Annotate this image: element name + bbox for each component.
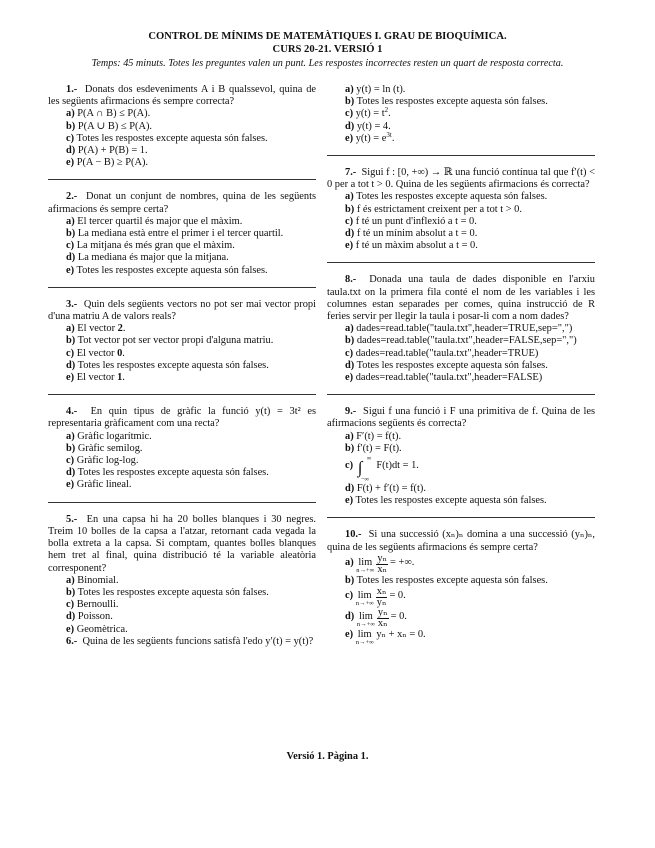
option-letter: a): [345, 84, 354, 95]
question-prompt: En quin tipus de gràfic la funció y(t) = 3t² es representaria gràficament com una recta?: [48, 406, 316, 430]
option-text: Binomial.: [77, 574, 119, 586]
answer-option: [48, 575, 316, 587]
option-letter: d): [66, 145, 76, 157]
option-letter: b): [66, 120, 76, 132]
option-text: = +∞.: [390, 556, 415, 568]
option-letter: e): [66, 623, 75, 635]
question-divider: [48, 394, 316, 395]
limit-subscript: n→+∞: [356, 621, 375, 629]
question-divider: [48, 287, 316, 288]
limit-word: lim: [357, 629, 372, 641]
option-letter: a): [345, 323, 354, 335]
option-letter: e): [345, 132, 354, 144]
option-letter: b): [66, 335, 76, 347]
limit-subscript: n→+∞: [355, 600, 374, 608]
answer-option: [48, 348, 316, 360]
question-number: 6.-: [66, 635, 78, 647]
denominator: yₙ: [376, 597, 387, 609]
option-text: El vector: [77, 323, 118, 335]
option-text: Totes les respostes excepte aquesta són falses.: [356, 191, 548, 203]
option-letter: a): [66, 108, 75, 120]
answer-option: [48, 145, 316, 157]
question-2: [48, 191, 316, 276]
option-text: = 0.: [390, 611, 407, 623]
answer-option: [48, 360, 316, 372]
superscript: 2: [384, 106, 389, 115]
question-divider: [327, 155, 595, 156]
option-letter: c): [66, 347, 75, 359]
answer-option: [48, 265, 316, 277]
option-text: Bernoulli.: [76, 599, 119, 611]
option-text: .: [122, 323, 126, 335]
option-text: El tercer quartil és major que el màxim.: [77, 215, 243, 227]
option-text: f té un mínim absolut a t = 0.: [356, 228, 478, 240]
question-number: 5.-: [66, 513, 78, 525]
option-letter: e): [66, 479, 75, 491]
answer-option: [48, 587, 316, 599]
answer-option: [48, 372, 316, 384]
answer-option: [327, 608, 595, 629]
option-text: P(A) + P(B) = 1.: [77, 145, 148, 157]
option-letter: c): [345, 460, 354, 472]
answer-option: [48, 323, 316, 335]
question-divider: [327, 517, 595, 518]
answer-option: [327, 554, 595, 575]
answer-option: [48, 431, 316, 443]
answer-option: [327, 360, 595, 372]
option-text: Totes les respostes excepte aquesta són falses.: [77, 467, 269, 479]
answer-option: [327, 216, 595, 228]
answer-option: [327, 575, 595, 587]
option-text: .: [388, 108, 391, 120]
option-letter: a): [66, 430, 75, 442]
option-letter: d): [345, 611, 355, 623]
limit-word: lim: [358, 611, 373, 623]
question-text: [48, 514, 316, 575]
option-letter: e): [66, 157, 75, 169]
limit-word: lim: [357, 590, 372, 602]
answer-option: [327, 323, 595, 335]
option-text: Poisson.: [77, 611, 113, 623]
question-1: [48, 84, 316, 169]
option-letter: a): [345, 556, 354, 568]
option-text: f′(t) = F(t).: [356, 442, 402, 454]
question-text: [327, 529, 595, 553]
answer-option: [327, 204, 595, 216]
option-text: Gràfic log-log.: [76, 455, 139, 467]
option-letter: c): [66, 240, 75, 252]
option-letter: d): [345, 483, 355, 495]
answer-option: [327, 108, 595, 120]
option-letter: b): [345, 442, 355, 454]
option-letter: c): [345, 108, 354, 120]
answer-option: [327, 130, 595, 145]
option-letter: e): [345, 372, 354, 384]
option-text: El vector: [76, 347, 118, 359]
question-number: 2.-: [66, 191, 78, 203]
fraction: [376, 587, 388, 608]
option-text: Totes les respostes excepte aquesta són falses.: [355, 495, 547, 507]
option-letter: b): [66, 442, 76, 454]
question-divider: [327, 262, 595, 263]
answer-option: [48, 228, 316, 240]
question-4: [48, 406, 316, 491]
option-text: .: [122, 347, 125, 359]
question-prompt: Donats dos esdeveniments A i B qualssevol, quina de les següents afirmacions és sempre correcta?: [48, 84, 316, 108]
question-divider: [327, 394, 595, 395]
option-text: = 0.: [389, 590, 406, 602]
option-letter: c): [345, 347, 354, 359]
option-text: dades=read.table("taula.txt",header=FALSE,sep=","): [356, 335, 577, 347]
option-letter: d): [66, 252, 76, 264]
limit-subscript: n→+∞: [355, 639, 374, 647]
option-bold: 2: [117, 323, 123, 335]
answer-option: [327, 240, 595, 252]
page-footer: Versió 1. Pàgina 1.: [286, 751, 369, 762]
denominator: xₙ: [377, 618, 388, 630]
option-letter: a): [66, 574, 75, 586]
right-column: [327, 84, 595, 646]
limit: [356, 558, 374, 574]
fraction: [376, 554, 388, 575]
answer-option: [327, 587, 595, 608]
question-number: 3.-: [66, 298, 78, 310]
answer-option: [48, 467, 316, 479]
answer-option: [48, 121, 316, 133]
answer-option: [48, 479, 316, 491]
option-text: El vector: [76, 372, 118, 384]
answer-option: [327, 483, 595, 495]
numerator: yₙ: [377, 607, 388, 619]
option-letter: e): [66, 264, 75, 276]
option-letter: b): [345, 574, 355, 586]
question-prompt: En una capsa hi ha 20 bolles blanques i 30 negres. Treim 10 bolles de la capsa a l'atzar, retornant cada vegada la bolla extreta a la capsa. Si comptam, quantes bolles blanques hem tret al final, quina distribució té la variable aleatòria corresponent?: [48, 513, 317, 574]
question-number: 1.-: [66, 84, 78, 95]
answer-option: [48, 157, 316, 169]
option-text: La mediana està entre el primer i el tercer quartil.: [77, 228, 284, 240]
question-text: [48, 406, 316, 430]
option-letter: d): [66, 611, 76, 623]
option-text: F(t)dt = 1.: [376, 460, 419, 472]
limit-word: lim: [358, 556, 373, 568]
option-bold: 0: [117, 347, 123, 359]
limit: [356, 630, 374, 646]
option-text: Totes les respostes excepte aquesta són falses.: [356, 359, 548, 371]
option-text: y(t) = t: [355, 108, 385, 120]
numerator: xₙ: [376, 586, 387, 598]
option-text: .: [122, 372, 125, 384]
answer-option: [48, 240, 316, 252]
option-text: Totes les respostes excepte aquesta són falses.: [356, 574, 548, 586]
question-6: [48, 636, 316, 648]
option-letter: b): [66, 228, 76, 240]
limit: [356, 591, 374, 607]
option-text: Gràfic lineal.: [76, 479, 132, 491]
answer-option: [48, 599, 316, 611]
option-text: Totes les respostes excepte aquesta són falses.: [356, 96, 548, 108]
option-letter: a): [345, 430, 354, 442]
answer-option: [48, 252, 316, 264]
question-number: 7.-: [345, 167, 357, 179]
answer-option: [327, 121, 595, 133]
option-text: F(t) + f′(t) = f(t).: [356, 483, 426, 495]
integral: [357, 455, 372, 484]
answer-option: [48, 108, 316, 120]
exam-subtitle: CURS 20-21. VERSIÓ 1: [272, 44, 383, 55]
question-number: 10.-: [345, 529, 362, 541]
answer-option: [48, 611, 316, 623]
question-prompt: Quin dels següents vectors no pot ser mai vector propi d'una matriu A de valors reals?: [48, 298, 316, 323]
exam-instructions: Temps: 45 minuts. Totes les preguntes valen un punt. Les respostes incorrectes resten un quart de resposta correcta.: [91, 58, 564, 69]
option-text: dades=read.table("taula.txt",header=TRUE): [355, 347, 539, 359]
option-text: y(t) = ln (t).: [356, 84, 406, 95]
question-text: [48, 84, 316, 108]
option-text: La mitjana és més gran que el màxim.: [76, 240, 235, 252]
numerator: yₙ: [377, 552, 388, 564]
question-3: [48, 299, 316, 384]
limit: [357, 612, 375, 628]
option-text: Totes les respostes excepte aquesta són falses.: [77, 359, 269, 371]
question-prompt: Sigui f una funció i F una primitiva de f. Quina de les afirmacions següents és correcta?: [327, 406, 595, 430]
answer-option: [327, 348, 595, 360]
option-letter: c): [345, 590, 354, 602]
option-letter: e): [345, 240, 354, 252]
answer-option: [327, 84, 595, 96]
option-text: f té un punt d'inflexió a t = 0.: [355, 215, 477, 227]
left-column: [48, 84, 316, 648]
option-bold: 1: [117, 372, 123, 384]
option-text: .: [391, 132, 395, 144]
question-prompt: Si una successió (xₙ)ₙ domina a una successió (yₙ)ₙ, quina de les següents afirmacions és sempre certa?: [327, 529, 596, 553]
option-letter: c): [66, 455, 75, 467]
option-text: yₙ + xₙ = 0.: [373, 629, 426, 641]
option-letter: d): [345, 228, 355, 240]
option-text: Gràfic semilog.: [77, 442, 143, 454]
option-letter: c): [66, 132, 75, 144]
option-text: dades=read.table("taula.txt",header=TRUE,sep=","): [356, 323, 573, 335]
question-number: 8.-: [345, 274, 357, 286]
question-text: [48, 191, 316, 215]
exam-title: CONTROL DE MÍNIMS DE MATEMÀTIQUES I. GRAU DE BIOQUÍMICA.: [148, 31, 507, 42]
option-letter: e): [345, 629, 354, 641]
option-text: dades=read.table("taula.txt",header=FALSE): [355, 372, 543, 384]
limit-subscript: n→+∞: [356, 566, 375, 574]
answer-option: [327, 495, 595, 507]
question-text: [327, 274, 595, 323]
question-5: [48, 514, 316, 636]
question-7: [327, 167, 595, 252]
question-prompt: Quina de les següents funcions satisfà l'edo y′(t) = y(t)?: [82, 635, 314, 647]
lower-limit: −∞: [360, 476, 369, 484]
option-text: P(A ∩ B) ≤ P(A).: [77, 108, 151, 120]
answer-option: [327, 431, 595, 443]
question-10: [327, 529, 595, 646]
answer-option: [327, 629, 595, 646]
question-text: [327, 167, 595, 191]
question-number: 4.-: [66, 406, 78, 418]
answer-option: [327, 455, 595, 483]
option-letter: b): [345, 335, 355, 347]
option-letter: d): [66, 359, 76, 371]
answer-option: [48, 455, 316, 467]
integral-sign: ∫: [357, 458, 363, 478]
question-divider: [48, 179, 316, 180]
answer-option: [327, 191, 595, 203]
option-text: y(t) = 4.: [356, 120, 391, 132]
option-letter: e): [66, 372, 75, 384]
option-text: Tot vector pot ser vector propi d'alguna matriu.: [77, 335, 274, 347]
question-9: [327, 406, 595, 507]
option-text: f té un màxim absolut a t = 0.: [355, 240, 478, 252]
question-8: [327, 274, 595, 384]
option-letter: d): [345, 120, 355, 132]
option-text: Geomètrica.: [76, 623, 128, 635]
question-divider: [48, 502, 316, 503]
option-text: Totes les respostes excepte aquesta són falses.: [76, 132, 268, 144]
option-letter: a): [345, 191, 354, 203]
answer-option: [48, 335, 316, 347]
option-text: P(A ∪ B) ≤ P(A).: [77, 120, 153, 132]
answer-option: [327, 96, 595, 108]
option-text: f és estrictament creixent per a tot t > 0.: [356, 203, 522, 215]
answer-option: [48, 624, 316, 636]
option-letter: e): [345, 495, 354, 507]
question-prompt: Sigui f : [0, +∞) → ℝ una funció contínua tal que f′(t) < 0 per a tot t > 0. Quina de les següents afirmacions és correcta?: [327, 167, 595, 191]
option-text: La mediana és major que la mitjana.: [77, 252, 229, 264]
option-letter: a): [66, 323, 75, 335]
option-letter: b): [345, 203, 355, 215]
answer-option: [327, 228, 595, 240]
answer-option: [327, 372, 595, 384]
question-text: [48, 299, 316, 323]
superscript: 3t: [386, 130, 392, 139]
question-6-options: [327, 84, 595, 145]
option-text: y(t) = e: [355, 132, 387, 144]
question-prompt: Donat un conjunt de nombres, quina de les següents afirmacions és sempre certa?: [48, 191, 317, 215]
question-prompt: Donada una taula de dades disponible en l'arxiu taula.txt on la primera fila conté el nom de les variables i les columnes estan separades per comes, quina instrucció de R feries servir per llegir la taula i posar-li com a nom dades?: [327, 274, 595, 323]
option-letter: c): [66, 599, 75, 611]
option-letter: d): [66, 467, 76, 479]
answer-option: [48, 443, 316, 455]
option-letter: c): [345, 215, 354, 227]
fraction: [377, 608, 389, 629]
answer-option: [48, 216, 316, 228]
option-text: F′(t) = f(t).: [356, 430, 402, 442]
answer-option: [48, 133, 316, 145]
denominator: xₙ: [377, 563, 388, 575]
option-text: Totes les respostes excepte aquesta són falses.: [77, 586, 269, 598]
question-number: 9.-: [345, 406, 357, 418]
option-letter: b): [345, 96, 355, 108]
answer-option: [327, 335, 595, 347]
option-letter: b): [66, 586, 76, 598]
upper-limit: ∞: [366, 455, 372, 463]
option-text: P(A − B) ≥ P(A).: [76, 157, 149, 169]
option-letter: d): [345, 359, 355, 371]
option-text: Gràfic logarítmic.: [77, 430, 152, 442]
question-text: [48, 636, 316, 648]
option-letter: a): [66, 215, 75, 227]
question-text: [327, 406, 595, 430]
option-text: Totes les respostes excepte aquesta són falses.: [76, 264, 268, 276]
answer-option: [327, 443, 595, 455]
